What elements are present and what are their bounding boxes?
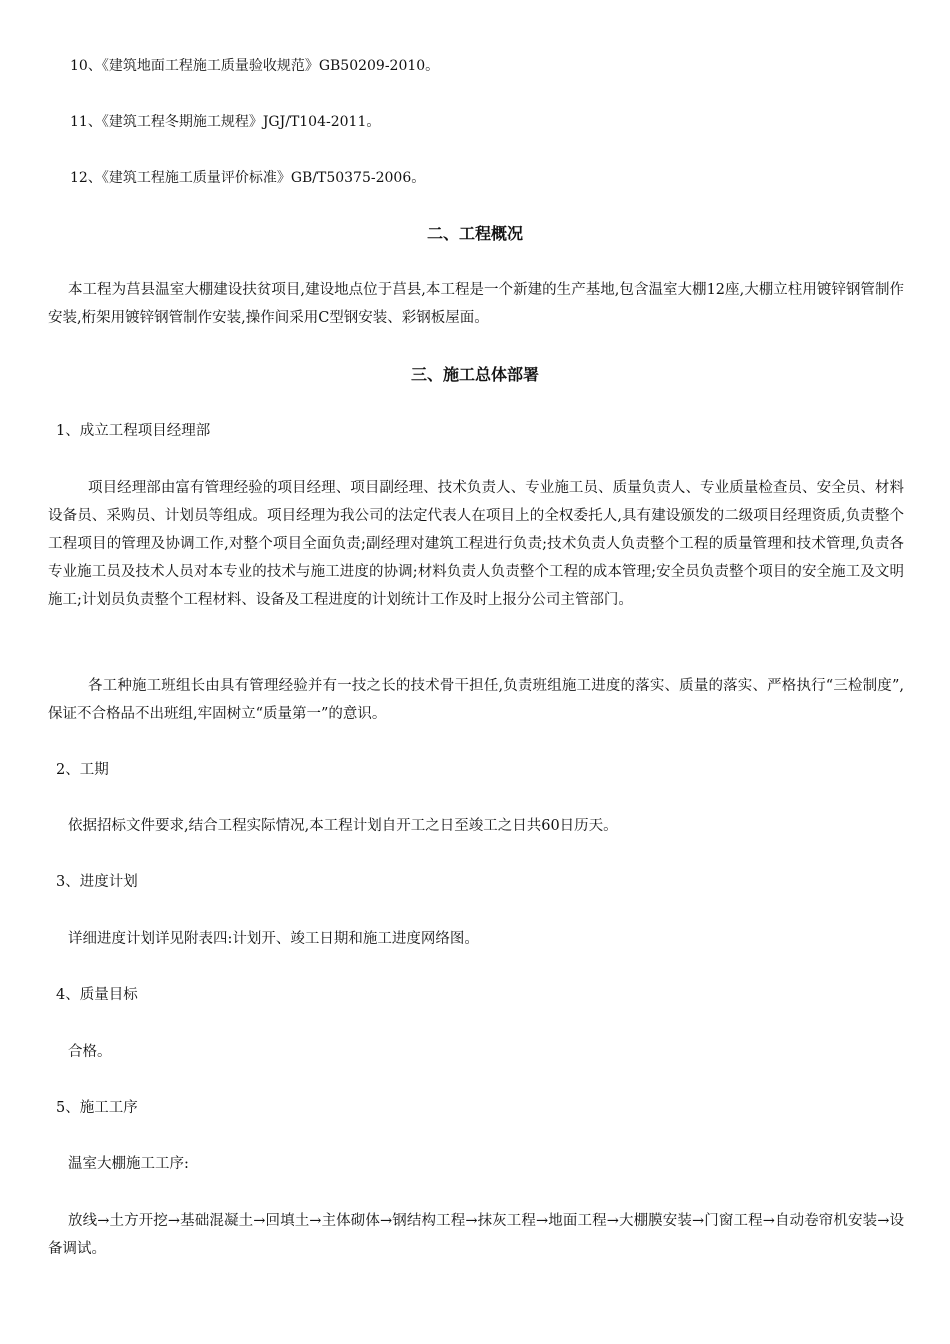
item-1-paragraph-2: 各工种施工班组长由具有管理经验并有一技之长的技术骨干担任,负责班组施工进度的落实、质量的落实、严格执行“三检制度”,保证不合格品不出班组,牢固树立“质量第一”的意识。 xyxy=(48,678,904,722)
item-1-title: 1、成立工程项目经理部 xyxy=(56,423,211,439)
item-5-title: 5、施工工序 xyxy=(56,1100,138,1116)
item-4-text: 合格。 xyxy=(68,1044,112,1060)
item-2-title: 2、工期 xyxy=(56,762,109,778)
reference-10: 10、《建筑地面工程施工质量验收规范》GB50209-2010。 xyxy=(70,58,440,74)
item-3-text: 详细进度计划详见附表四:计划开、竣工日期和施工进度网络图。 xyxy=(68,931,479,947)
item-1-paragraph-1: 项目经理部由富有管理经验的项目经理、项目副经理、技术负责人、专业施工员、质量负责人、专业质量检查员、安全员、材料设备员、采购员、计划员等组成。项目经理为我公司的法定代表人在项目上的全权委托人,具有建设颁发的二级项目经理资质,负责整个工程项目的管理及协调工作,对整个项目全面负责;副经理对建筑工程进行负责;技术负责人负责整个工程的质量管理和技术管理,负责各专业施工员及技术人员对本专业的技术与施工进度的协调;材料负责人负责整个工程的成本管理;安全员负责整个项目的安全施工及文明施工;计划员负责整个工程材料、设备及工程进度的计划统计工作及时上报分公司主管部门。 xyxy=(48,480,904,608)
reference-12: 12、《建筑工程施工质量评价标准》GB/T50375-2006。 xyxy=(70,170,426,186)
section-2-text: 本工程为莒县温室大棚建设扶贫项目,建设地点位于莒县,本工程是一个新建的生产基地,包含温室大棚12座,大棚立柱用镀锌钢管制作安装,桁架用镀锌钢管制作安装,操作间采用C型钢安装、彩钢板屋面。 xyxy=(48,282,904,326)
reference-11: 11、《建筑工程冬期施工规程》JGJ/T104-2011。 xyxy=(70,114,381,130)
item-4-title: 4、质量目标 xyxy=(56,987,138,1003)
section-3-heading: 三、施工总体部署 xyxy=(410,365,539,384)
item-3-title: 3、进度计划 xyxy=(56,874,138,890)
item-2-text: 依据招标文件要求,结合工程实际情况,本工程计划自开工之日至竣工之日共60日历天。 xyxy=(68,818,618,834)
section-2-heading: 二、工程概况 xyxy=(426,224,523,243)
item-5-subtitle: 温室大棚施工工序: xyxy=(68,1156,189,1172)
item-5-process-text: 放线→土方开挖→基础混凝土→回填土→主体砌体→钢结构工程→抹灰工程→地面工程→大棚膜安装→门窗工程→自动卷帘机安装→设备调试。 xyxy=(48,1213,904,1257)
